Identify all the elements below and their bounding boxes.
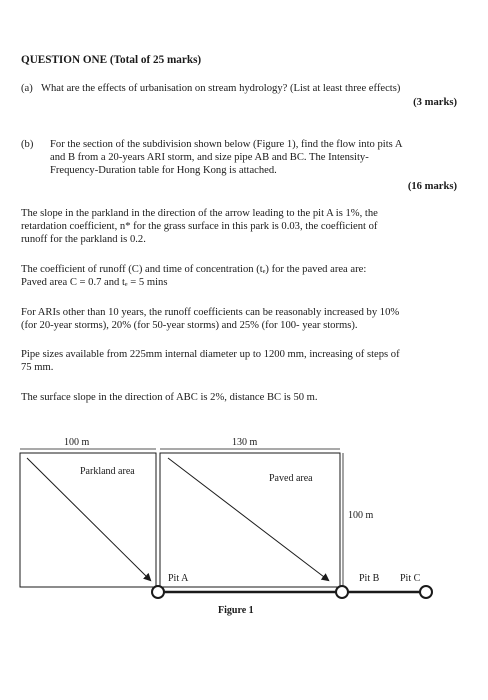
parkland-area-label: Parkland area bbox=[80, 466, 135, 477]
pit-c-label: Pit C bbox=[400, 573, 421, 584]
part-b-label: (b) bbox=[21, 139, 34, 150]
part-b-line: and B from a 20-years ARI storm, and size pipe AB and BC. The Intensity- bbox=[50, 152, 369, 163]
question-title: QUESTION ONE (Total of 25 marks) bbox=[21, 54, 202, 66]
dimension-left-label: 100 m bbox=[64, 437, 90, 448]
pit-a-node bbox=[152, 586, 164, 598]
paved-area-label: Paved area bbox=[269, 473, 313, 484]
pit-a-label: Pit A bbox=[168, 573, 189, 584]
part-a-marks: (3 marks) bbox=[413, 97, 457, 108]
paragraph-line: The slope in the parkland in the direction of the arrow leading to the pit A is 1%, the bbox=[21, 208, 378, 219]
paragraph-line: Pipe sizes available from 225mm internal diameter up to 1200 mm, increasing of steps of bbox=[21, 349, 400, 360]
dimension-height-label: 100 m bbox=[348, 510, 374, 521]
part-b-line: Frequency-Duration table for Hong Kong is attached. bbox=[50, 165, 277, 176]
paragraph-line: retardation coefficient, n* for the grass surface in this park is 0.03, the coefficient of bbox=[21, 221, 378, 232]
pit-b-label: Pit B bbox=[359, 573, 380, 584]
paragraph-line: The surface slope in the direction of ABC is 2%, distance BC is 50 m. bbox=[21, 392, 318, 403]
paragraph-line: (for 20-year storms), 20% (for 50-year storms) and 25% (for 100- year storms). bbox=[21, 320, 358, 331]
part-a-text: What are the effects of urbanisation on stream hydrology? (List at least three effects) bbox=[41, 83, 401, 94]
figure-caption: Figure 1 bbox=[218, 605, 254, 616]
paragraph-line: For ARIs other than 10 years, the runoff coefficients can be reasonably increased by 10% bbox=[21, 307, 400, 318]
pit-c-node bbox=[420, 586, 432, 598]
part-b-line: For the section of the subdivision shown below (Figure 1), find the flow into pits A bbox=[50, 139, 403, 150]
dimension-right-label: 130 m bbox=[232, 437, 258, 448]
pit-b-node bbox=[336, 586, 348, 598]
paragraph-line: The coefficient of runoff (C) and time of concentration (tₑ) for the paved area are: bbox=[21, 264, 367, 275]
paragraph-line: Paved area C = 0.7 and tₑ = 5 mins bbox=[21, 277, 168, 288]
part-b-marks: (16 marks) bbox=[407, 181, 457, 192]
part-a-label: (a) bbox=[21, 83, 33, 94]
paragraph-line: 75 mm. bbox=[21, 362, 54, 373]
paragraph-line: runoff for the parkland is 0.2. bbox=[21, 234, 146, 245]
